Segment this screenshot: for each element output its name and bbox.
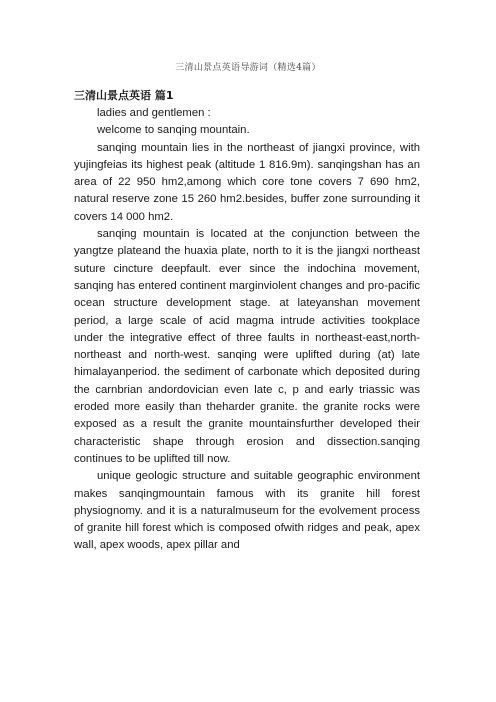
paragraph-landform: unique geologic structure and suitable geographic environment makes sanqingmountain famous with its granite hill forest physiognomy. and it is a naturalmuseum for the evolvement process of granite hill forest which is composed ofwith ridges and peak, apex wall, apex woods, apex pillar and <box>74 470 420 552</box>
document-body <box>74 87 420 555</box>
paragraph-greeting: ladies and gentlemen : <box>97 107 211 119</box>
paragraph-location: sanqing mountain lies in the northeast of jiangxi province, with yujingfeias its highest peak (altitude 1 816.9m). sanqingshan has an area of 22 950 hm2,among which core tone covers 7 690 hm2, natural reserve zone 15 260 hm2.besides, buffer zone surrounding it covers 14 000 hm2. <box>74 141 420 223</box>
paragraph-welcome: welcome to sanqing mountain. <box>97 124 250 137</box>
section-title: 三清山景点英语 篇1 <box>74 89 174 102</box>
document-header: 三清山景点英语导游词（精选4篇） <box>175 63 321 73</box>
paragraph-geology: sanqing mountain is located at the conjunction between the yangtze plateand the huaxia plate, north to it is the jiangxi northeast suture cincture deepfault. ever since the indochina movement, sanqing has entered continent marginviolent changes and pro-pacific ocean structure development stage. at lateyanshan movement period, a large scale of acid magma intrude activities tookplace under the integrative effect of three faults in northeast-east,north-northeast and north-west. sanqing were uplifted during (at) late himalayanperiod. the sediment of carbonate which deposited during the carnbrian andordovician even late c, p and early triassic was eroded more easily than theharder granite. the granite rocks were exposed as a result the granite mountainsfurther developed their characteristic shape through erosion and dissection.sanqing continues to be uplifted till now. <box>74 228 420 465</box>
